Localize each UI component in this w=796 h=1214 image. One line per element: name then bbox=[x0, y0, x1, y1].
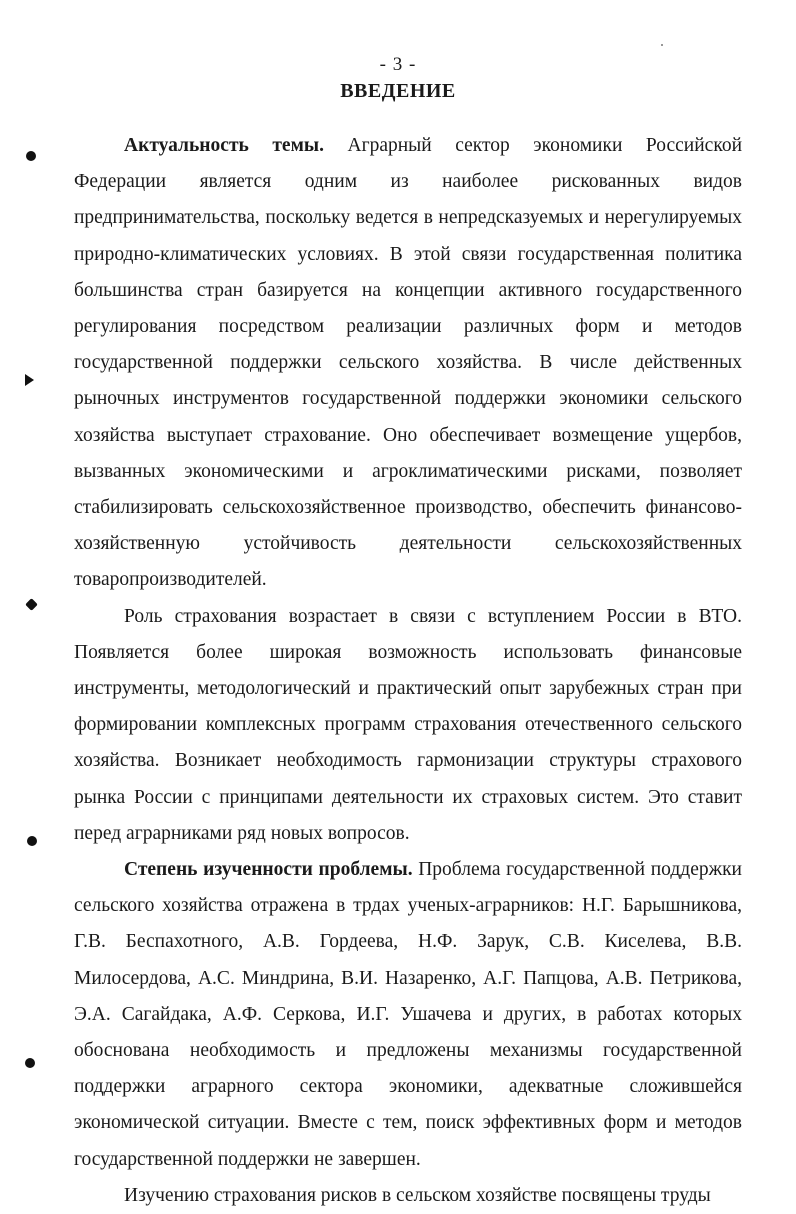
paragraph-text: Изучению страхования рисков в сельском хозяйстве посвящены труды bbox=[124, 1184, 711, 1206]
paragraph-wto bbox=[74, 599, 742, 852]
paragraph-insurance-studies bbox=[74, 1178, 742, 1214]
paragraph-text: Проблема государственной поддержки сельского хозяйства отражена в трдах ученых-аграрников: Н.Г. Барышникова, Г.В. Беспахотного, А.В. Гордеева, Н.Ф. Зарук, С.В. Киселева, В.В. Милосердова, А.С. Миндрина, В.И. Назаренко, А.Г. Папцова, А.В. Петрикова, Э.А. Сагайдака, А.Ф. Серкова, И.Г. Ушачева и других, в работах которых обоснована необходимость и предложены механизмы государственной поддержки аграрного сектора экономики, адекватные сложившейся экономической ситуации. Вместе с тем, поиск эффективных форм и методов государственной поддержки не завершен. bbox=[74, 859, 742, 1170]
paragraph-text: Аграрный сектор экономики Российской Федерации является одним из наиболее рискованных видов предпринимательства, поскольку ведется в непредсказуемых и нерегулируемых природно-климатических условиях. В этой связи государственная политика большинства стран базируется на концепции активного государственного регулирования посредством реализации различных форм и методов государственной поддержки сельского хозяйства. В числе действенных рыночных инструментов государственной поддержки экономики сельского хозяйства выступает страхование. Оно обеспечивает возмещение ущербов, вызванных экономическими и агроклиматическими рисками, позволяет стабилизировать сельскохозяйственное производство, обеспечить финансово-хозяйственную устойчивость деятельности сельскохозяйственных товаропроизводителей. bbox=[74, 135, 742, 591]
binding-hole-mark bbox=[25, 1058, 35, 1068]
binding-hole-mark bbox=[25, 374, 34, 386]
page-number: - 3 - bbox=[379, 54, 417, 75]
paragraph-study-degree bbox=[74, 852, 742, 1178]
binding-hole-mark bbox=[25, 598, 38, 611]
binding-hole-mark bbox=[26, 151, 36, 161]
body-text bbox=[74, 128, 742, 1214]
paragraph-lead: Степень изученности проблемы. bbox=[124, 859, 413, 881]
binding-hole-mark bbox=[27, 836, 37, 846]
paragraph-lead: Актуальность темы. bbox=[124, 135, 324, 156]
paragraph-relevance bbox=[74, 128, 742, 599]
scan-speck bbox=[661, 44, 663, 46]
page-title: ВВЕДЕНИЕ bbox=[340, 80, 456, 102]
paragraph-text: Роль страхования возрастает в связи с вступлением России в ВТО. Появляется более широкая возможность использовать финансовые инструменты, методологический и практический опыт зарубежных стран при формировании комплексных программ страхования отечественного сельского хозяйства. Возникает необходимость гармонизации структуры страхового рынка России с принципами деятельности их страховых систем. Это ставит перед аграрниками ряд новых вопросов. bbox=[74, 605, 742, 844]
